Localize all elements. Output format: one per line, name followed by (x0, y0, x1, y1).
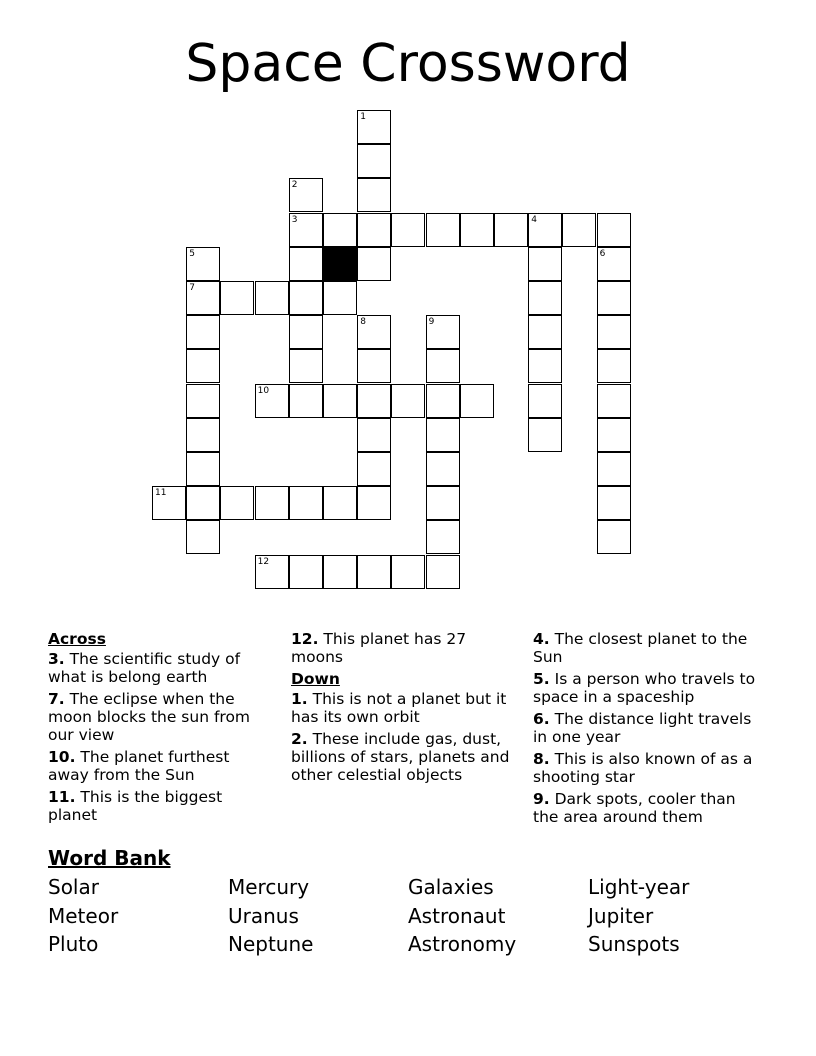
clue-down-4 (533, 630, 758, 666)
clue-text: This is also known of as a shooting star (533, 750, 753, 786)
clue-number: 12. (291, 630, 319, 648)
grid-cell[interactable] (289, 247, 323, 281)
word-bank-list (48, 873, 768, 959)
grid-cell[interactable] (357, 418, 391, 452)
down-heading: Down (291, 670, 340, 688)
grid-cell[interactable] (597, 520, 631, 554)
clue-text: The eclipse when the moon blocks the sun from our view (48, 690, 251, 744)
grid-cell[interactable] (597, 281, 631, 315)
cell-number: 3 (291, 214, 298, 225)
clues-column-1 (48, 630, 273, 828)
grid-cell[interactable] (323, 486, 357, 520)
grid-cell[interactable] (357, 213, 391, 247)
clue-text: These include gas, dust, billions of stars, planets and other celestial objects (291, 730, 510, 784)
clue-text: Dark spots, cooler than the area around them (533, 790, 736, 826)
clues-column-3 (533, 630, 758, 830)
clue-down-6 (533, 710, 758, 746)
grid-cell[interactable] (357, 555, 391, 589)
clue-number: 1. (291, 690, 308, 708)
grid-cell[interactable] (597, 452, 631, 486)
grid-cell[interactable] (426, 486, 460, 520)
grid-cell[interactable] (323, 384, 357, 418)
grid-cell[interactable] (323, 213, 357, 247)
grid-cell[interactable] (426, 520, 460, 554)
grid-cell[interactable] (597, 247, 631, 281)
grid-cell[interactable] (152, 486, 186, 520)
grid-cell[interactable] (186, 247, 220, 281)
cell-number: 4 (531, 214, 537, 225)
grid-cell[interactable] (357, 349, 391, 383)
grid-cell[interactable] (357, 315, 391, 349)
clue-number: 2. (291, 730, 308, 748)
grid-cell[interactable] (597, 486, 631, 520)
word-bank-word: Solar (48, 875, 99, 899)
clue-number: 10. (48, 748, 76, 766)
page-title: Space Crossword (185, 34, 631, 94)
grid-cell[interactable] (357, 452, 391, 486)
word-bank-word: Pluto (48, 932, 99, 956)
clue-number: 9. (533, 790, 550, 808)
grid-cell[interactable] (597, 384, 631, 418)
cell-number: 11 (155, 488, 167, 499)
word-bank-word: Galaxies (408, 875, 494, 899)
cell-number: 12 (257, 556, 270, 567)
grid-cell[interactable] (528, 247, 562, 281)
grid-cell[interactable] (186, 315, 220, 349)
grid-cell[interactable] (460, 213, 494, 247)
grid-cell[interactable] (357, 486, 391, 520)
grid-cell[interactable] (357, 178, 391, 212)
grid-cell[interactable] (289, 555, 323, 589)
clue-text: This planet has 27 moons (291, 630, 467, 666)
clues-column-2 (291, 630, 516, 788)
grid-cell[interactable] (426, 315, 460, 349)
clue-text: Is a person who travels to space in a spaceship (533, 670, 756, 706)
clue-number: 6. (533, 710, 550, 728)
word-bank-word: Astronaut (408, 903, 506, 928)
grid-cell[interactable] (186, 452, 220, 486)
clue-number: 7. (48, 690, 65, 708)
clue-text: This is not a planet but it has its own orbit (291, 690, 507, 726)
word-bank-word: Mercury (228, 875, 310, 899)
grid-cell[interactable] (597, 213, 631, 247)
grid-cell[interactable] (391, 555, 425, 589)
grid-cell[interactable] (494, 213, 528, 247)
grid-cell[interactable] (597, 349, 631, 383)
grid-cell[interactable] (289, 349, 323, 383)
grid-cell[interactable] (289, 486, 323, 520)
grid-cell[interactable] (323, 555, 357, 589)
clue-text: This is the biggest planet (48, 788, 223, 824)
grid-cell[interactable] (528, 315, 562, 349)
clue-down-1 (291, 690, 516, 726)
cell-number: 6 (599, 248, 606, 259)
grid-cell[interactable] (426, 349, 460, 383)
grid-cell[interactable] (289, 178, 323, 212)
clue-across-3 (48, 650, 273, 686)
clue-down-9 (533, 790, 758, 826)
grid-cell[interactable] (391, 384, 425, 418)
grid-cell[interactable] (255, 486, 289, 520)
grid-cell[interactable] (220, 281, 254, 315)
clue-down-5 (533, 670, 758, 706)
clue-number: 8. (533, 750, 550, 768)
clue-number: 4. (533, 630, 550, 648)
clue-across-12 (291, 630, 516, 666)
word-bank-word: Astronomy (408, 932, 517, 956)
clue-across-11 (48, 788, 273, 824)
clue-down-8 (533, 750, 758, 786)
grid-cell[interactable] (357, 247, 391, 281)
clue-text: The planet furthest away from the Sun (48, 748, 230, 784)
clue-across-7 (48, 690, 273, 744)
clue-number: 5. (533, 670, 550, 688)
grid-cell[interactable] (597, 315, 631, 349)
clue-text: The distance light travels in one year (533, 710, 752, 746)
grid-cell[interactable] (220, 486, 254, 520)
grid-cell[interactable] (426, 555, 460, 589)
grid-cell[interactable] (528, 384, 562, 418)
word-bank-title: Word Bank (48, 846, 171, 870)
grid-cell[interactable] (289, 281, 323, 315)
grid-cell[interactable] (255, 384, 289, 418)
grid-cell[interactable] (186, 384, 220, 418)
grid-cell[interactable] (562, 213, 596, 247)
clue-down-2 (291, 730, 516, 784)
grid-cell[interactable] (289, 384, 323, 418)
cell-number: 10 (257, 385, 270, 396)
word-bank-word: Sunspots (588, 932, 680, 956)
clue-number: 3. (48, 650, 65, 668)
grid-cell[interactable] (357, 110, 391, 144)
cell-number: 1 (360, 112, 366, 122)
grid-cell[interactable] (528, 281, 562, 315)
word-bank-word: Light-year (588, 875, 690, 899)
grid-cell[interactable] (426, 418, 460, 452)
word-bank-word: Uranus (228, 903, 299, 928)
cell-number: 8 (360, 317, 366, 328)
grid-cell[interactable] (289, 213, 323, 247)
grid-cell[interactable] (426, 213, 460, 247)
grid-cell[interactable] (528, 418, 562, 452)
grid-cell[interactable] (186, 418, 220, 452)
grid-cell[interactable] (186, 520, 220, 554)
grid-cell[interactable] (426, 384, 460, 418)
cell-number: 5 (189, 248, 195, 259)
clue-number: 11. (48, 788, 76, 806)
grid-cell[interactable] (357, 144, 391, 178)
cell-number: 7 (189, 283, 195, 293)
grid-cell[interactable] (460, 384, 494, 418)
grid-cell[interactable] (186, 486, 220, 520)
word-bank-word: Jupiter (588, 903, 654, 928)
grid-cell[interactable] (426, 452, 460, 486)
word-bank-word: Meteor (48, 903, 119, 928)
cell-number: 9 (428, 317, 435, 328)
clue-across-10 (48, 748, 273, 784)
grid-cell[interactable] (357, 384, 391, 418)
grid-cell[interactable] (323, 281, 357, 315)
grid-cell[interactable] (255, 281, 289, 315)
grid-cell[interactable] (528, 213, 562, 247)
grid-cell[interactable] (528, 349, 562, 383)
word-bank-word: Neptune (228, 932, 314, 956)
grid-cell[interactable] (597, 418, 631, 452)
grid-cell[interactable] (391, 213, 425, 247)
clue-text: The closest planet to the Sun (533, 630, 748, 666)
across-heading: Across (48, 630, 106, 648)
grid-cell[interactable] (186, 281, 220, 315)
cell-number: 2 (291, 180, 298, 191)
grid-cell[interactable] (186, 349, 220, 383)
word-bank (48, 846, 768, 959)
grid-cell[interactable] (255, 555, 289, 589)
clue-text: The scientific study of what is belong earth (48, 650, 241, 686)
blocked-cell (323, 247, 357, 281)
grid-cell[interactable] (289, 315, 323, 349)
